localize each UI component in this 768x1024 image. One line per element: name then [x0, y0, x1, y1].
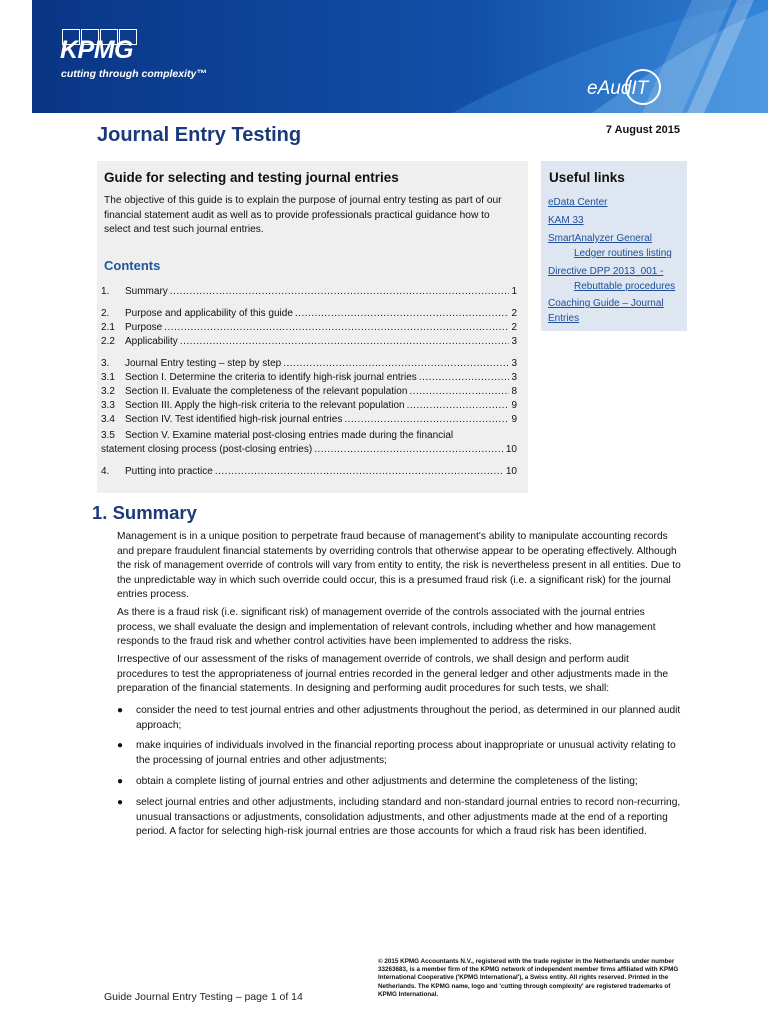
- legal-notice: © 2015 KPMG Accountants N.V., registered with the trade register in the Netherlands under number 33263683, is a member firm of the KPMG network of independent member firms affiliated with KPMG International Cooperative ('KPMG International'), a Swiss entity. All rights reserved. Printed in the Netherlands. The KPMG name, logo and 'cutting through complexity' are registered trademarks of KPMG International.: [378, 958, 679, 998]
- toc-page: 3: [511, 372, 517, 383]
- toc-entry-continued[interactable]: [101, 443, 517, 457]
- toc-title: Purpose and applicability of this guide: [125, 308, 293, 319]
- toc-page: 3: [511, 358, 517, 369]
- toc-title: Journal Entry testing – step by step: [125, 358, 282, 369]
- brand-tagline: cutting through complexity™: [61, 68, 207, 80]
- toc-number: 3.1: [101, 372, 115, 383]
- toc-entry[interactable]: [101, 399, 517, 413]
- toc-leader: [409, 385, 509, 399]
- eaudit-logo: eAudIT: [587, 78, 649, 99]
- toc-page: 10: [505, 466, 517, 477]
- toc-entry[interactable]: [101, 465, 517, 479]
- toc-entry[interactable]: [101, 335, 517, 349]
- link-text: KAM 33: [548, 215, 584, 226]
- toc-number: 3.2: [101, 386, 115, 397]
- bullet-icon: ●: [117, 705, 124, 716]
- section-heading-summary: 1. Summary: [92, 502, 197, 523]
- toc-number: 3.3: [101, 400, 115, 411]
- toc-number: 2.: [101, 308, 110, 319]
- page-title: Journal Entry Testing: [97, 124, 302, 146]
- guide-box: [97, 161, 528, 493]
- link-text: Entries: [548, 313, 580, 324]
- toc-entry[interactable]: [101, 429, 517, 443]
- summary-paragraph: As there is a fraud risk (i.e. significant risk) of management override of the controls associated with the journal entries process, we shall evaluate the design and implementation of relevant controls, including whether and how management responds to the fraud risk and whether control activities have been implemented to address the risks.: [117, 607, 656, 647]
- summary-paragraph: Irrespective of our assessment of the risks of management override of controls, we shall design and perform audit procedures to test the appropriateness of journal entries recorded in the general ledger and other adjustments made in the preparation of the financial statements. In designing and performing audit procedures for such tests, we shall:: [117, 654, 669, 694]
- link-text: Rebuttable procedures: [574, 281, 676, 292]
- toc-leader: [407, 399, 510, 413]
- bullet-icon: ●: [117, 776, 124, 787]
- toc-entry[interactable]: [101, 385, 517, 399]
- page-footer: Guide Journal Entry Testing – page 1 of 14: [104, 991, 303, 1003]
- toc-number: 1.: [101, 286, 110, 297]
- bullet-icon: ●: [117, 797, 124, 808]
- link-text: SmartAnalyzer General: [548, 233, 652, 244]
- toc-title: Applicability: [125, 336, 178, 347]
- toc-leader: [314, 443, 504, 457]
- bullet-text: obtain a complete listing of journal entries and other adjustments and determine the completeness of the listing;: [136, 776, 638, 787]
- toc-entry[interactable]: [101, 307, 517, 321]
- link-directive-dpp[interactable]: [548, 264, 684, 294]
- toc-leader: [295, 307, 510, 321]
- guide-intro: The objective of this guide is to explain the purpose of journal entry testing as part of our financial statement audit as well as to provide professionals practical guidance how to select and test such journal entries.: [104, 195, 502, 235]
- link-coaching-guide[interactable]: [548, 296, 684, 326]
- toc-page: 1: [511, 286, 517, 297]
- toc-number: 4.: [101, 466, 110, 477]
- bullet-icon: ●: [117, 740, 124, 751]
- useful-links-heading: Useful links: [549, 170, 625, 185]
- toc-entry[interactable]: [101, 285, 517, 299]
- link-text: eData Center: [548, 197, 608, 208]
- link-text: Coaching Guide – Journal: [548, 298, 664, 309]
- toc-title: Putting into practice: [125, 466, 213, 477]
- link-edata-center[interactable]: [548, 195, 684, 210]
- link-text: Ledger routines listing: [574, 248, 672, 259]
- toc-entry[interactable]: [101, 413, 517, 427]
- toc-leader: [170, 285, 510, 299]
- kpmg-logo: KPMG: [60, 36, 133, 64]
- toc-leader: [283, 357, 509, 371]
- toc-page: 9: [511, 414, 517, 425]
- toc-leader: [164, 321, 509, 335]
- toc-title: Purpose: [125, 322, 163, 333]
- guide-heading: Guide for selecting and testing journal entries: [104, 170, 399, 185]
- toc-leader: [344, 413, 509, 427]
- summary-paragraph: Management is in a unique position to perpetrate fraud because of management's ability to manipulate accounting records and prepare fraudulent financial statements by overriding controls that otherwise appear to be operating effectively. Although the risk of management override of controls will vary from entity to entity, the risk is nevertheless present in all entities. Due to the unpredictable way in which such override could occur, this is a presumed fraud risk (i.e. a significant risk) for the journal entries process.: [117, 531, 681, 600]
- bullet-text: make inquiries of individuals involved in the financial reporting process about inappropriate or unusual activity relating to the processing of journal entries and other adjustments;: [136, 740, 676, 766]
- toc-title: Section III. Apply the high-risk criteria to the relevant population: [125, 400, 405, 411]
- link-text: Directive DPP 2013_001 -: [548, 266, 664, 277]
- useful-links-box: [541, 161, 687, 331]
- toc-page: 2: [511, 308, 517, 319]
- toc-page: 9: [511, 400, 517, 411]
- bullet-text: select journal entries and other adjustments, including standard and non-standard journal entries to record non-recurring, unusual transactions or adjustments, consolidation adjustments, and other adjustments made at the end of a reporting period. A factor for selecting high-risk journal entries are those accounts for which a fraud risk has been identified.: [136, 797, 681, 837]
- toc-page: 2: [511, 322, 517, 333]
- toc-title: Section V. Examine material post-closing entries made during the financial: [125, 430, 454, 441]
- toc-number: 2.2: [101, 336, 115, 347]
- toc-leader: [215, 465, 504, 479]
- toc-page: 10: [505, 444, 517, 455]
- toc-leader: [180, 335, 510, 349]
- toc-page: 3: [511, 336, 517, 347]
- toc-number: 2.1: [101, 322, 115, 333]
- toc-page: 8: [511, 386, 517, 397]
- toc-entry[interactable]: [101, 321, 517, 335]
- toc-title: Summary: [125, 286, 168, 297]
- toc-number: 3.5: [101, 430, 115, 441]
- toc-entry[interactable]: [101, 371, 517, 385]
- document-date: 7 August 2015: [605, 124, 680, 136]
- toc-number: 3.: [101, 358, 110, 369]
- toc-leader: [419, 371, 510, 385]
- toc-entry[interactable]: [101, 357, 517, 371]
- toc-title: Section IV. Test identified high-risk journal entries: [125, 414, 343, 425]
- link-kam-33[interactable]: [548, 213, 684, 228]
- toc-title: Section I. Determine the criteria to identify high-risk journal entries: [125, 372, 417, 383]
- link-smartanalyzer[interactable]: [548, 231, 684, 261]
- toc-title: Section II. Evaluate the completeness of the relevant population: [125, 386, 408, 397]
- contents-title: Contents: [104, 258, 161, 273]
- bullet-text: consider the need to test journal entries and other adjustments throughout the period, as determined in our planned audit approach;: [136, 705, 681, 731]
- toc-number: 3.4: [101, 414, 115, 425]
- toc-title: statement closing process (post-closing entries): [101, 444, 313, 455]
